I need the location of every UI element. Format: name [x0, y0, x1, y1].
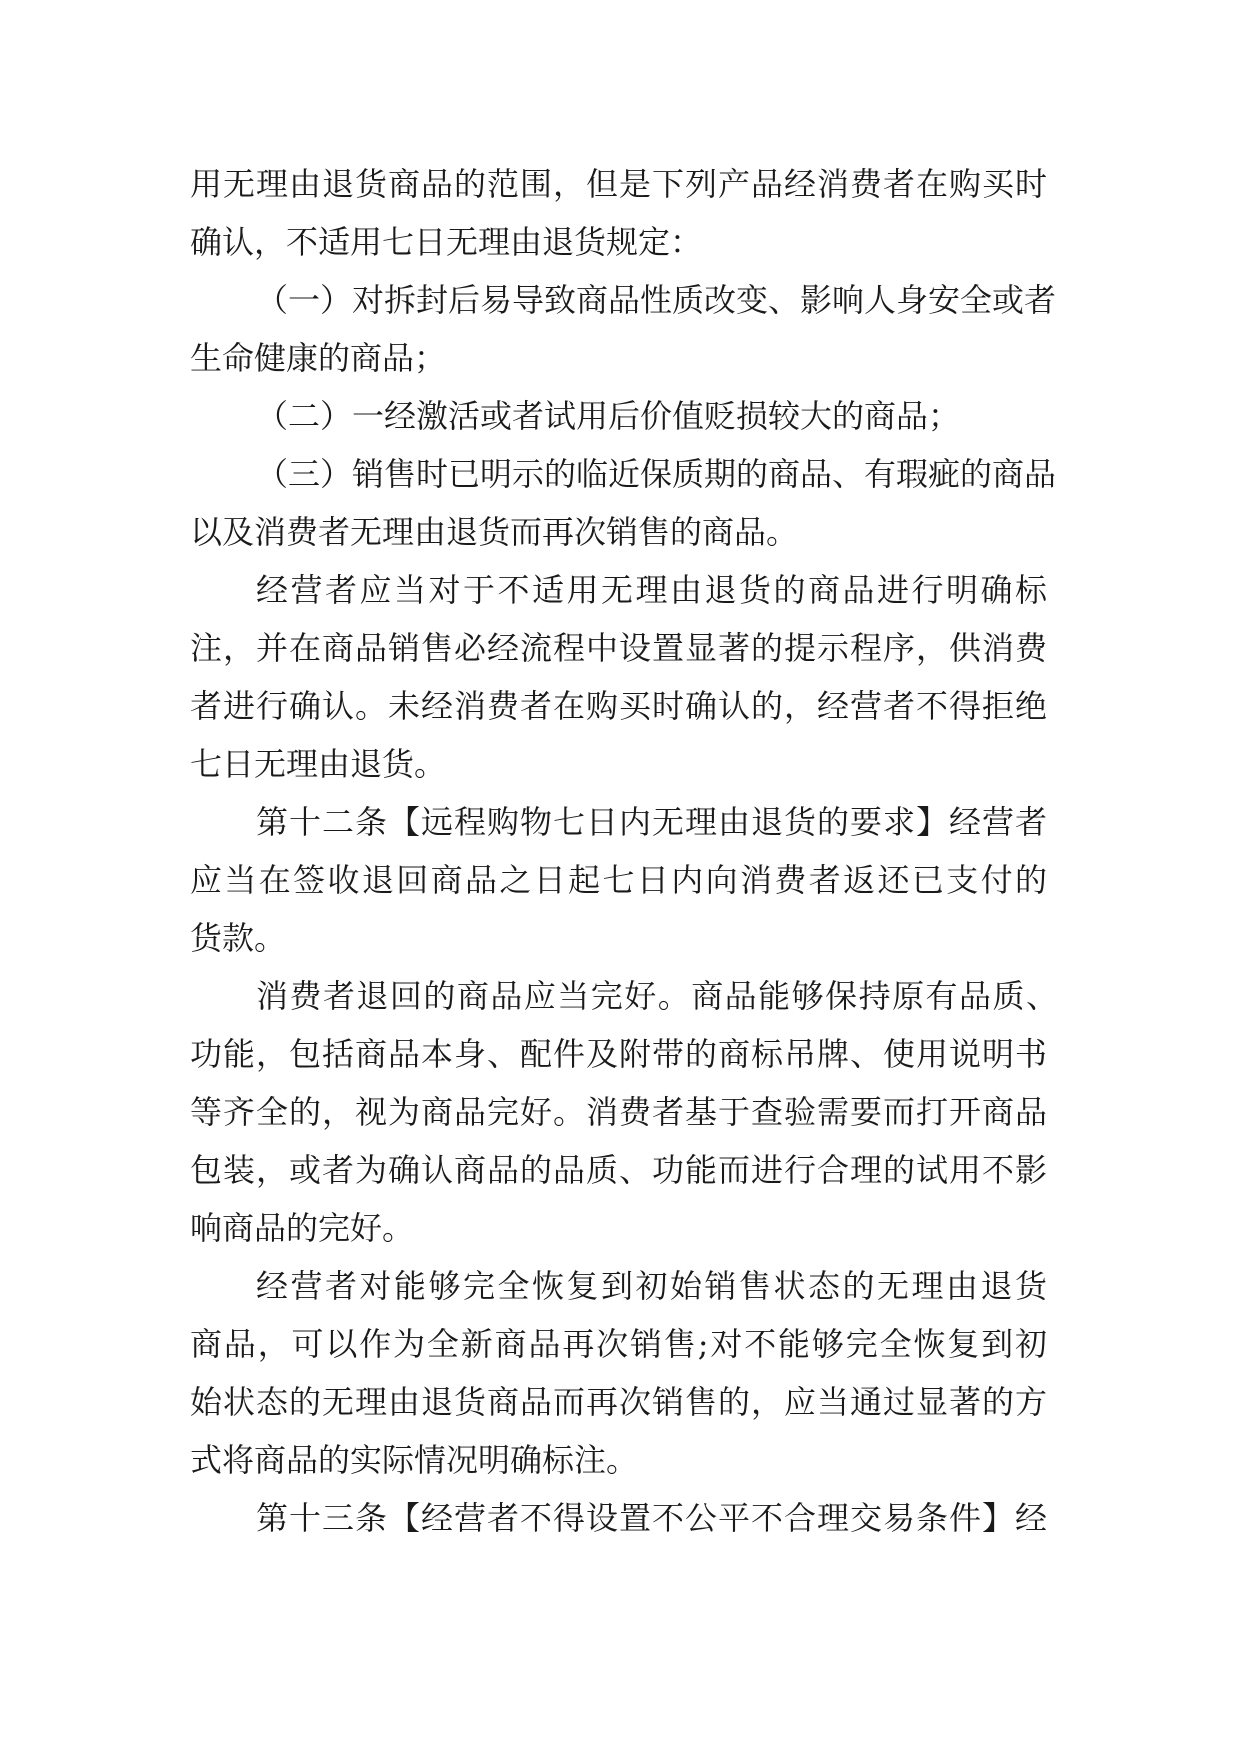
text-line: 者进行确认。未经消费者在购买时确认的，经营者不得拒绝 — [190, 687, 1047, 725]
list-item-2: （二）一经激活或者试用后价值贬损较大的商品； — [256, 397, 961, 435]
text-line: 生命健康的商品； — [190, 339, 447, 377]
article-13-heading: 第十三条【经营者不得设置不公平不合理交易条件】经 — [256, 1499, 1047, 1537]
text-line: 用无理由退货商品的范围，但是下列产品经消费者在购买时 — [190, 165, 1047, 203]
text-line: 式将商品的实际情况明确标注。 — [190, 1441, 639, 1479]
text-line: 货款。 — [190, 919, 287, 957]
text-line: 以及消费者无理由退货而再次销售的商品。 — [190, 513, 799, 551]
text-line: 包装，或者为确认商品的品质、功能而进行合理的试用不影 — [190, 1151, 1047, 1189]
text-line: 应当在签收退回商品之日起七日内向消费者返还已支付的 — [190, 861, 1047, 899]
text-line: 功能，包括商品本身、配件及附带的商标吊牌、使用说明书 — [190, 1035, 1047, 1073]
text-line: 商品，可以作为全新商品再次销售;对不能够完全恢复到初 — [190, 1325, 1047, 1363]
paragraph-start: 经营者应当对于不适用无理由退货的商品进行明确标 — [256, 571, 1047, 609]
list-item-1: （一）对拆封后易导致商品性质改变、影响人身安全或者 — [256, 281, 1057, 319]
text-line: 七日无理由退货。 — [190, 745, 447, 783]
text-line: 等齐全的，视为商品完好。消费者基于查验需要而打开商品 — [190, 1093, 1047, 1131]
text-line: 响商品的完好。 — [190, 1209, 415, 1247]
article-12-heading: 第十二条【远程购物七日内无理由退货的要求】经营者 — [256, 803, 1047, 841]
list-item-3: （三）销售时已明示的临近保质期的商品、有瑕疵的商品 — [256, 455, 1057, 493]
paragraph-start: 消费者退回的商品应当完好。商品能够保持原有品质、 — [256, 977, 1058, 1015]
text-line: 注，并在商品销售必经流程中设置显著的提示程序，供消费 — [190, 629, 1047, 667]
text-line: 确认，不适用七日无理由退货规定： — [190, 223, 703, 261]
text-line: 始状态的无理由退货商品而再次销售的，应当通过显著的方 — [190, 1383, 1047, 1421]
paragraph-start: 经营者对能够完全恢复到初始销售状态的无理由退货 — [256, 1267, 1047, 1305]
